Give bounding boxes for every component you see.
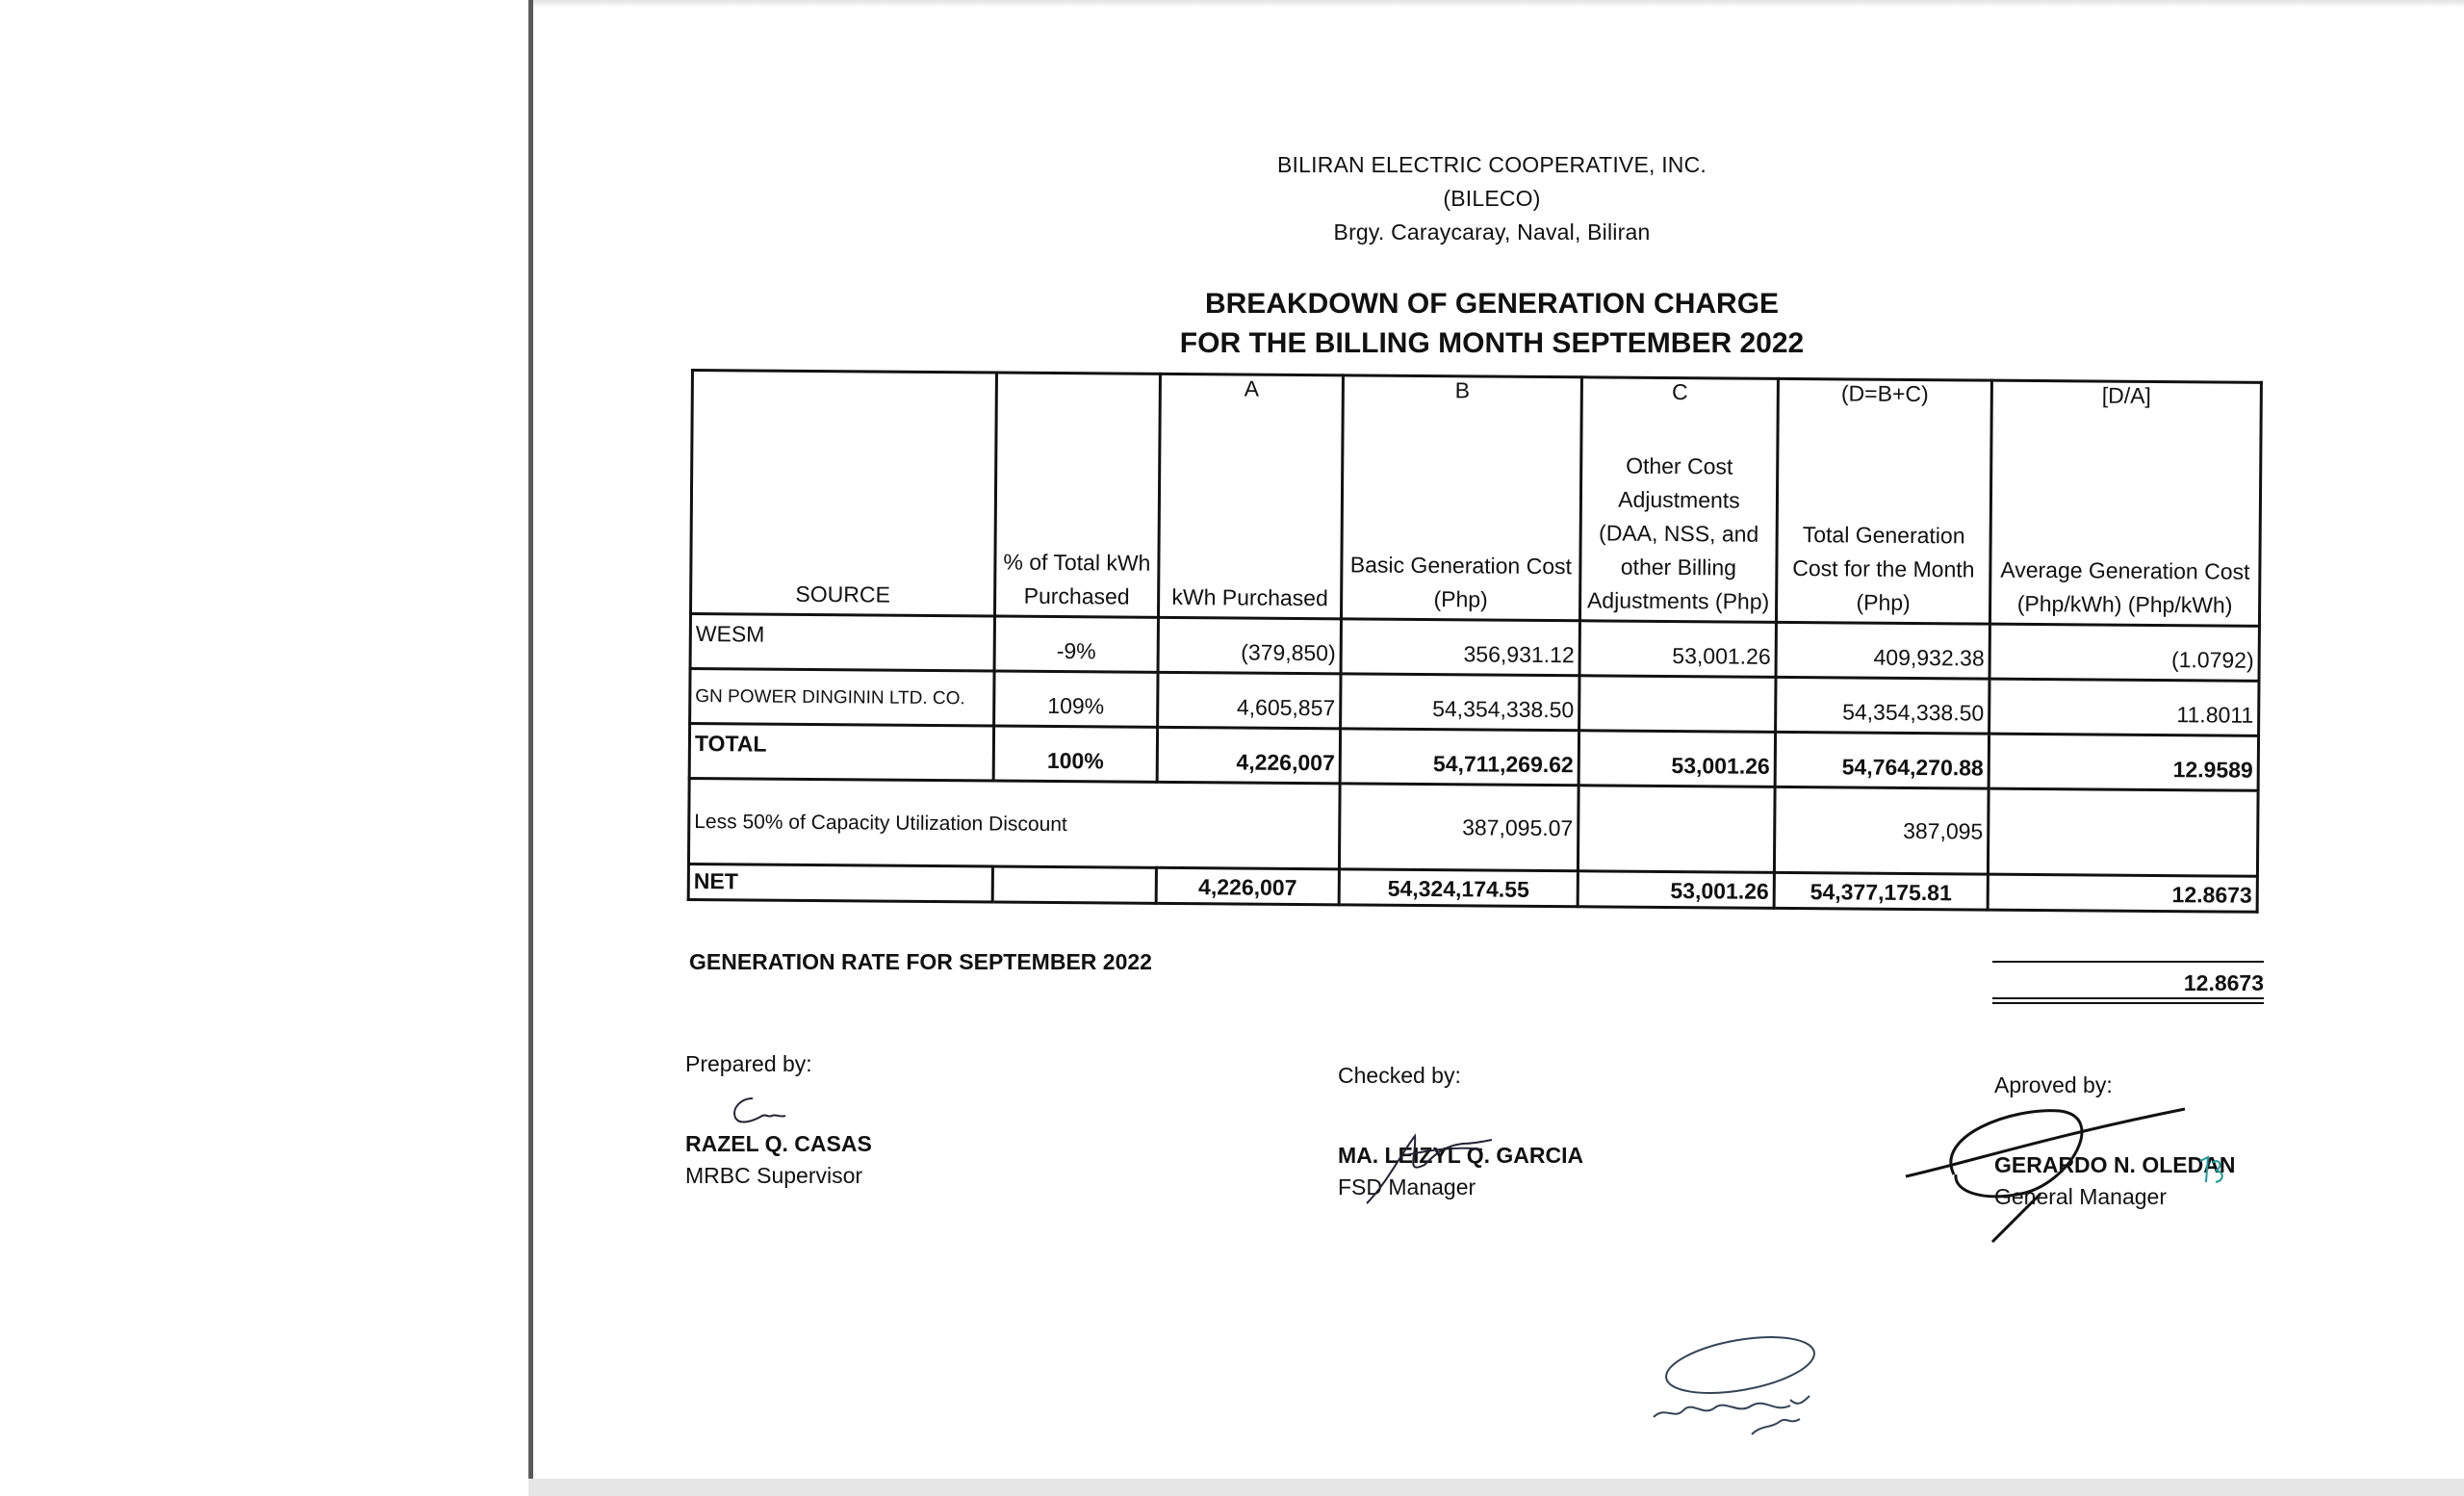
cell-avg: 12.8673 — [1988, 874, 2257, 912]
checked-signature — [1348, 1126, 1502, 1213]
cell-avg: 12.9589 — [1989, 734, 2258, 790]
prepared-signature — [724, 1093, 801, 1131]
header-kwh: A kWh Purchased — [1158, 374, 1343, 618]
company-abbr: (BILECO) — [1443, 186, 1541, 211]
header-other: C Other Cost Adjustments (DAA, NSS, and other Billing Adjustments (Php) — [1579, 377, 1778, 623]
doc-title-line1: BREAKDOWN OF GENERATION CHARGE — [1204, 288, 1780, 320]
table-header-row — [691, 371, 2262, 627]
cell-other: 53,001.26 — [1579, 621, 1776, 678]
cell-source: WESM — [690, 614, 994, 671]
header-total: (D=B+C) Total Generation Cost for the Month (Php) — [1776, 378, 1991, 624]
prepared-by-caption: Prepared by: — [685, 1051, 812, 1076]
cell-kwh: (379,850) — [1158, 617, 1341, 673]
cell-avg — [1988, 788, 2258, 876]
cell-basic: 356,931.12 — [1341, 619, 1579, 676]
cell-basic: 54,711,269.62 — [1340, 729, 1578, 786]
cell-pct: 100% — [993, 726, 1157, 782]
generation-charge-table — [687, 369, 2263, 914]
scan-left-edge — [528, 0, 533, 1496]
company-address: Brgy. Caraycaray, Naval, Biliran — [1333, 219, 1651, 245]
doc-title-line2: FOR THE BILLING MONTH SEPTEMBER 2022 — [1179, 327, 1805, 359]
cell-kwh: 4,226,007 — [1157, 727, 1340, 783]
prepared-by-name: RAZEL Q. CASAS — [685, 1131, 872, 1156]
cell-pct — [992, 866, 1156, 903]
approved-signature — [1896, 1097, 2194, 1251]
approved-by-caption: Aproved by: — [1994, 1072, 2113, 1097]
scan-bottom-edge — [528, 1479, 2464, 1496]
cell-other: 53,001.26 — [1578, 731, 1775, 787]
cell-kwh: 4,605,857 — [1158, 672, 1341, 728]
cell-total: 387,095 — [1774, 787, 1989, 874]
approved-by-name: GERARDO N. OLEDAN — [1994, 1152, 2236, 1177]
cell-less-label: Less 50% of Capacity Utilization Discount — [688, 778, 1340, 868]
cell-basic: 387,095.07 — [1339, 784, 1578, 871]
prepared-by-title: MRBC Supervisor — [685, 1163, 863, 1188]
cell-total: 54,764,270.88 — [1775, 732, 1989, 788]
cell-pct: 109% — [994, 671, 1158, 727]
cell-other — [1579, 676, 1776, 733]
company-name: BILIRAN ELECTRIC COOPERATIVE, INC. — [1276, 152, 1707, 177]
header-source: SOURCE — [691, 371, 997, 616]
cell-pct: -9% — [994, 616, 1158, 672]
generation-rate-label: GENERATION RATE FOR SEPTEMBER 2022 — [689, 949, 1152, 974]
cell-total: 409,932.38 — [1776, 622, 1989, 679]
cell-other: 53,001.26 — [1578, 871, 1774, 909]
checked-by-title: FSD Manager — [1338, 1174, 1476, 1199]
cell-total: 54,377,175.81 — [1774, 872, 1988, 910]
scan-top-edge — [533, 0, 2464, 8]
checked-by-name: MA. LEIZYL Q. GARCIA — [1338, 1143, 1584, 1168]
cell-kwh: 4,226,007 — [1156, 867, 1339, 904]
cell-total: 54,354,338.50 — [1776, 677, 1989, 734]
cell-source: GN POWER DINGININ LTD. CO. — [690, 669, 994, 726]
generation-rate-value: 12.8673 — [1992, 961, 2264, 996]
cell-avg: (1.0792) — [1989, 624, 2259, 681]
cell-source: TOTAL — [689, 724, 993, 781]
header-avg: [D/A] Average Generation Cost (Php/kWh) (Php/kWh) — [1989, 380, 2261, 626]
received-stamp-signature — [1646, 1328, 1838, 1463]
checked-by-caption: Checked by: — [1338, 1063, 1461, 1088]
header-pct: % of Total kWh Purchased — [994, 373, 1160, 617]
cell-other — [1578, 786, 1775, 873]
table-less-row — [688, 778, 2258, 876]
cell-source: NET — [688, 864, 992, 901]
approval-initial-mark — [2196, 1153, 2231, 1188]
cell-avg: 11.8011 — [1989, 679, 2259, 735]
approved-by-title: General Manager — [1994, 1184, 2167, 1209]
cell-basic: 54,324,174.55 — [1339, 869, 1578, 907]
header-basic: B Basic Generation Cost (Php) — [1341, 375, 1581, 621]
cell-basic: 54,354,338.50 — [1341, 674, 1579, 731]
